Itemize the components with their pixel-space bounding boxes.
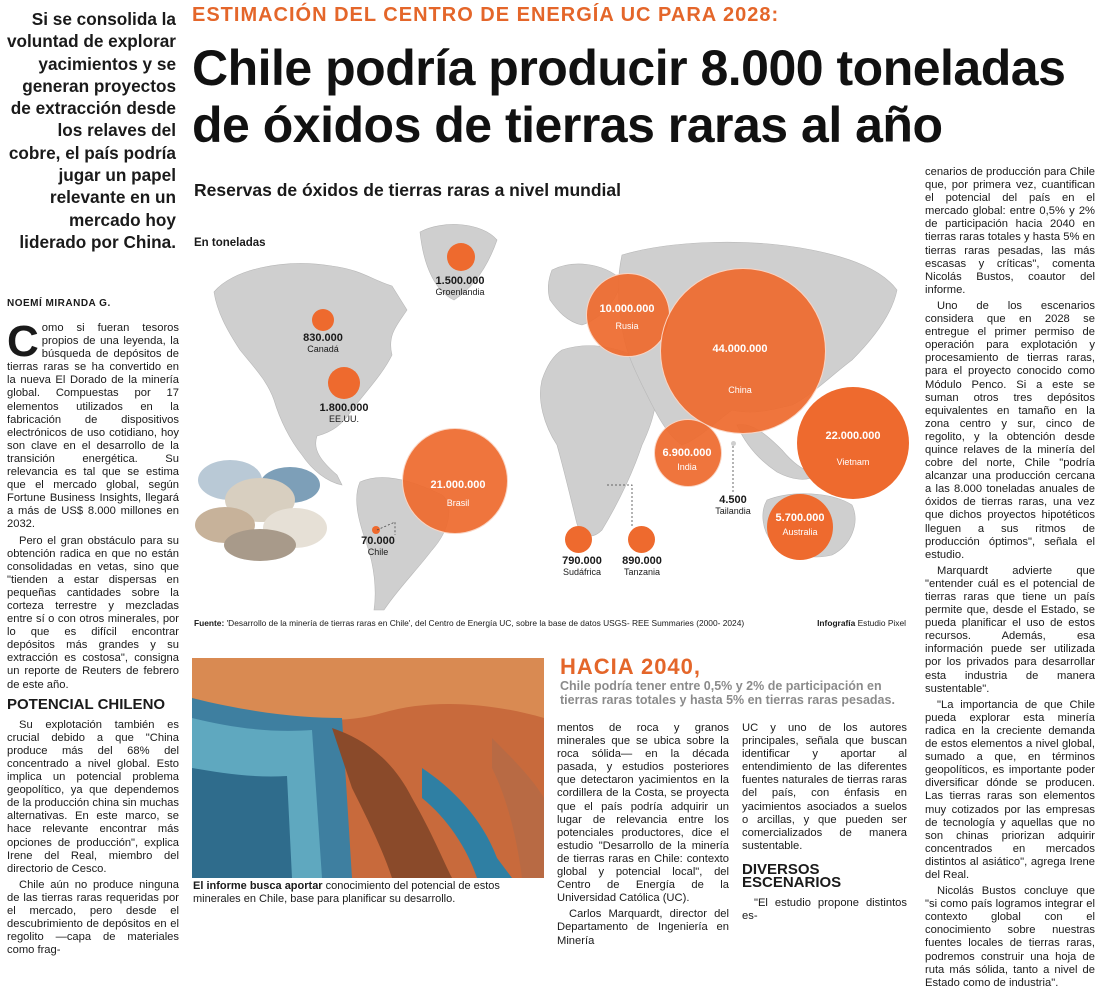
paragraph: "La importancia de que Chile pueda explorar esta minería radica en la creciente demanda de estos elementos a nivel global, sumado a que, en términos geopolíticos, es importante poder diversificar dónde se producen. Las tierras raras son elementos muy cotizados por las empresas de tecnología y aquellas que no son chinas priorizan adquirir concentrados en mercados distintos al asiático", agrega Irene del Real. [925,698,1095,881]
map-unit-label: En toneladas [194,237,266,249]
label-rusia: 10.000.000 Rusia [599,303,655,331]
label-eeuu: 1.800.000 EE.UU. [319,402,369,424]
paragraph: Uno de los escenarios considera que en 2028 se entregue el primer permiso de operación para explotación y procesamiento de tierras raras, para el proyecto conocido como Módulo Penco. Si a este se suman otros tres depósitos equivalentes en tamaño en la zona centro y sur, cinco de regolito, y la obtención desde quince relaves de la minería del cobre del norte, Chile "podría alcanzar una producción cercana a las 8.000 toneladas anuales de óxidos de tierras raras, una vez que dichos proyectos hipotéticos lleguen a sus ritmos de producción óptimos", señala el estudio. [925,299,1095,561]
label-tailandia: 4.500 Tailandia [715,494,751,516]
evaporation-ponds-photo [192,658,544,878]
article-column-3 [742,722,907,923]
paragraph: Pero el gran obstáculo para su obtención radica en que no están consolidadas en vetas, sino que "tienden a estar dispersas en pequeñas cantidades sobre la corteza terrestre y mezcladas entre sí o con otros minerales, por lo que es difícil encontrar depósitos más grandes y su extracción es costosa", consigna un reporte de Reuters de febrero de este año. [7,534,179,691]
byline: NOEMÍ MIRANDA G. [7,298,111,309]
headline-line-2: de óxidos de tierras raras al año [192,97,943,153]
paragraph: Marquardt advierte que "entender cuál es el potencial de tierras raras que tiene un país permite que, desde el Estado, se pueda planificar el uso de estos recursos. Además, esa información puede ser utilizada por los privados para desarrollar esta industria de manera sustentable". [925,564,1095,695]
drop-cap: C [7,317,39,366]
headline-line-1: Chile podría producir 8.000 toneladas [192,40,1066,96]
label-china: 44.000.000 China [712,343,768,395]
paragraph: Carlos Marquardt, director del Departamento de Ingeniería en Minería [557,908,729,947]
label-sudafrica: 790.000 Sudáfrica [562,555,602,577]
map-title: Reservas de óxidos de tierras raras a nivel mundial [194,180,622,200]
label-canada: 830.000 Canadá [303,332,343,354]
label-tanzania: 890.000 Tanzania [622,555,662,577]
label-india: 6.900.000 India [662,447,712,472]
deck-summary: Si se consolida la voluntad de explorar yacimientos y se generan proyectos de extracción desde los relaves del cobre, el país podría jugar un papel relevante en un mercado hoy liderado por China. [6,9,176,252]
label-chile: 70.000 Chile [361,535,395,557]
paragraph: mentos de roca y granos minerales que se ubica sobre la roca sólida— en la década pasada, y estudios posteriores que detectaron yacimientos en la cordillera de la Costa, se proyecta que el país podría adquirir un lugar de relevancia entre los potenciales productores, dice el estudio "Desarrollo de la minería de tierras raras en Chile: contexto global y potencial local", del Centro de Energía de la Universidad Católica (UC). [557,722,729,905]
section-subhead: POTENCIAL CHILENO [7,695,166,713]
label-brasil: 21.000.000 Brasil [430,479,486,508]
paragraph: Su explotación también es crucial debido a que "China produce más del 68% del concentrado a nivel global. Esto implica un potencial problema geopolítico, ya que dependemos de la producción china sin muchas alternativas. En este marco, se hace relevante encontrar más opciones de producción", explica Irene del Real, miembro del directorio de Cesco. [7,718,179,875]
paragraph: Como si fueran tesoros propios de una leyenda, la búsqueda de depósitos de tierras raras se ha convertido en la nueva El Dorado de la minería global. Compuestas por 17 elementos utilizados en la fabricación de dispositivos electrónicos de uso cotidiano, hoy son clave en el desarrollo de la transición energética. Su relevancia es tal que se estima que el mercado global, según Fortune Business Insights, llegará a más de US$ 8.000 millones en 2032. [7,317,179,531]
paragraph: Nicolás Bustos concluye que "si como país logramos integrar el contexto global con el conocimiento sobre nuestras fuentes locales de tierras raras, podremos construir una hoja de ruta más sólida, tanto a nivel de Estado como de industria". [925,885,1095,989]
section-subhead: DIVERSOS ESCENARIOS [742,860,842,892]
label-vietnam: 22.000.000 Vietnam [825,430,881,467]
map-source: Fuente: 'Desarrollo de la minería de tierras raras en Chile', del Centro de Energía UC, sobre la base de datos USGS- REE Summaries (2000- 2024) Infografía Estudio Pixel [194,618,906,628]
callout-title: HACIA 2040, [560,654,702,679]
article-column-2 [557,722,729,947]
callout-subtitle: Chile podría tener entre 0,5% y 2% de participación en tierras raras totales y hasta 5% en tierras raras pesadas. [560,679,895,707]
photo-caption: El informe busca aportar conocimiento del potencial de estos minerales en Chile, base para planificar su desarrollo. [193,880,500,905]
paragraph: UC y uno de los autores principales, señala que buscan identificar y aportar al entendimiento de las diferentes fuentes naturales de tierras raras del país, con énfasis en yacimientos asociados a suelos o arcillas, y que pueden ser comercializados de manera sustentable. [742,722,907,852]
paragraph: cenarios de producción para Chile que, por primera vez, cuantifican el potencial del país en el mercado global: entre 0,5% y 2% de participación hacia 2040 en tierras raras totales y hasta 5% en tierras raras pesadas, las más escasas y críticas", comenta Nicolás Bustos, coautor del informe. [925,166,1095,296]
article-column-4 [925,166,1095,989]
label-australia: 5.700.000 Australia [775,512,825,537]
label-groenlandia: 1.500.000 Groenlandia [435,275,485,297]
map-credit: Infografía Estudio Pixel [817,618,906,628]
kicker: ESTIMACIÓN DEL CENTRO DE ENERGÍA UC PARA 2028: [192,4,780,26]
paragraph: Chile aún no produce ninguna de las tierras raras requeridas por el mercado, pero desde el descubrimiento de depósitos en el regolito —capa de materiales como frag- [7,878,179,957]
paragraph: "El estudio propone distintos es- [742,897,907,923]
